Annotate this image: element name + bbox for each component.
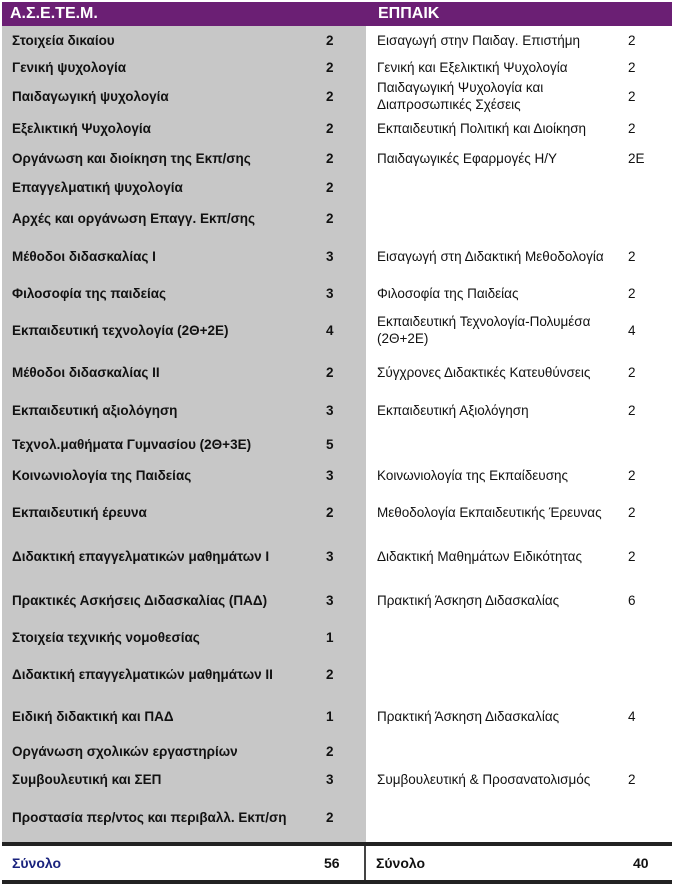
asetem-course-credits: 3 (326, 467, 334, 483)
eppaik-course-credits: 2 (628, 548, 636, 564)
asetem-course-name: Αρχές και οργάνωση Επαγγ. Εκπ/σης (12, 210, 256, 226)
table-row (2, 652, 672, 696)
asetem-course-name: Εξελικτική Ψυχολογία (12, 120, 151, 136)
asetem-course-name: Προστασία περ/ντος και περιβαλλ. Εκπ/ση (12, 809, 287, 825)
asetem-course-credits: 2 (326, 364, 334, 380)
eppaik-course-name: Φιλοσοφία της Παιδείας (377, 285, 519, 301)
asetem-course-name: Επαγγελματική ψυχολογία (12, 179, 183, 195)
eppaik-cell (366, 144, 672, 172)
asetem-cell (2, 26, 366, 54)
asetem-course-credits: 4 (326, 322, 334, 338)
asetem-course-credits: 2 (326, 150, 334, 166)
asetem-course-name: Στοιχεία τεχνικής νομοθεσίας (12, 629, 200, 645)
left-column-title: Α.Σ.Ε.ΤΕ.Μ. (10, 5, 98, 22)
asetem-course-credits: 3 (326, 548, 334, 564)
asetem-cell (2, 202, 366, 234)
eppaik-course-credits: 4 (628, 322, 636, 338)
eppaik-course-name: Πρακτική Άσκηση Διδασκαλίας (377, 592, 560, 608)
table-row (2, 578, 672, 622)
eppaik-course-credits: 4 (628, 708, 636, 724)
table-row (2, 534, 672, 578)
eppaik-cell (366, 736, 672, 766)
asetem-course-name: Διδακτική επαγγελματικών μαθημάτων Ι (12, 548, 270, 564)
asetem-course-name: Μέθοδοι διδασκαλίας ΙΙ (12, 364, 160, 380)
asetem-cell (2, 460, 366, 490)
eppaik-course-name: Εισαγωγή στην Παιδαγ. Επιστήμη (377, 32, 581, 48)
table-row (2, 26, 672, 54)
asetem-cell (2, 234, 366, 278)
asetem-course-name: Ειδική διδακτική και ΠΑΔ (12, 708, 174, 724)
table-header (2, 2, 672, 26)
asetem-course-name: Πρακτικές Ασκήσεις Διδασκαλίας (ΠΑΔ) (12, 592, 268, 608)
table-row (2, 278, 672, 308)
left-total-label: Σύνολο (12, 855, 62, 871)
right-total-cell (366, 846, 672, 880)
eppaik-cell (366, 80, 672, 112)
table-row (2, 352, 672, 392)
eppaik-cell (366, 578, 672, 622)
eppaik-cell (366, 26, 672, 54)
asetem-cell (2, 534, 366, 578)
eppaik-course-name: Παιδαγωγικές Εφαρμογές Η/Υ (377, 150, 557, 166)
asetem-course-credits: 3 (326, 592, 334, 608)
eppaik-cell (366, 460, 672, 490)
eppaik-cell (366, 392, 672, 428)
asetem-cell (2, 428, 366, 460)
asetem-cell (2, 652, 366, 696)
asetem-course-name: Εκπαιδευτική τεχνολογία (2Θ+2Ε) (12, 322, 229, 338)
eppaik-cell (366, 278, 672, 308)
eppaik-course-credits: 2 (628, 120, 636, 136)
eppaik-course-credits: 2 (628, 248, 636, 264)
eppaik-course-name: Εκπαιδευτική Αξιολόγηση (377, 402, 529, 418)
asetem-course-credits: 2 (326, 809, 334, 825)
eppaik-course-name: Συμβουλευτική & Προσανατολισμός (377, 771, 591, 787)
asetem-cell (2, 392, 366, 428)
eppaik-cell (366, 202, 672, 234)
eppaik-course-name: Μεθοδολογία Εκπαιδευτικής Έρευνας (377, 504, 602, 520)
asetem-cell (2, 792, 366, 842)
asetem-course-credits: 5 (326, 436, 334, 452)
eppaik-course-name: Εισαγωγή στη Διδακτική Μεθοδολογία (377, 248, 604, 264)
right-total-label: Σύνολο (376, 855, 426, 871)
asetem-course-credits: 3 (326, 248, 334, 264)
asetem-cell (2, 172, 366, 202)
asetem-course-credits: 3 (326, 285, 334, 301)
asetem-cell (2, 278, 366, 308)
eppaik-course-credits: 6 (628, 592, 636, 608)
asetem-course-credits: 2 (326, 59, 334, 75)
table-row (2, 622, 672, 652)
eppaik-course-credits: 2 (628, 88, 636, 104)
asetem-course-name: Οργάνωση σχολικών εργαστηρίων (12, 743, 238, 759)
asetem-course-name: Φιλοσοφία της παιδείας (12, 285, 167, 301)
asetem-course-name: Μέθοδοι διδασκαλίας Ι (12, 248, 156, 264)
asetem-course-name: Διδακτική επαγγελματικών μαθημάτων ΙΙ (12, 666, 273, 682)
asetem-course-credits: 1 (326, 629, 334, 645)
table-row (2, 392, 672, 428)
eppaik-course-name: Πρακτική Άσκηση Διδασκαλίας (377, 708, 560, 724)
eppaik-course-credits: 2 (628, 285, 636, 301)
table-row (2, 736, 672, 766)
table-row (2, 144, 672, 172)
asetem-course-credits: 3 (326, 771, 334, 787)
eppaik-cell (366, 652, 672, 696)
asetem-course-credits: 3 (326, 402, 334, 418)
eppaik-course-credits: 2 (628, 467, 636, 483)
eppaik-cell (366, 534, 672, 578)
eppaik-course-name: Εκπαιδευτική Τεχνολογία-Πολυμέσα (2Θ+2Ε) (377, 314, 591, 346)
table-footer (2, 842, 672, 884)
eppaik-course-credits: 2 (628, 32, 636, 48)
asetem-course-name: Συμβουλευτική και ΣΕΠ (12, 771, 162, 787)
asetem-course-credits: 1 (326, 708, 334, 724)
eppaik-cell (366, 308, 672, 352)
table-row (2, 428, 672, 460)
eppaik-cell (366, 352, 672, 392)
table-row (2, 696, 672, 736)
eppaik-course-name: Διδακτική Μαθημάτων Ειδικότητας (377, 548, 582, 564)
table-row (2, 172, 672, 202)
eppaik-course-credits: 2 (628, 402, 636, 418)
left-total-cell (2, 846, 366, 880)
eppaik-cell (366, 54, 672, 80)
eppaik-cell (366, 696, 672, 736)
asetem-course-credits: 2 (326, 666, 334, 682)
asetem-cell (2, 578, 366, 622)
eppaik-cell (366, 490, 672, 534)
right-column-title: ΕΠΠΑΙΚ (378, 5, 440, 22)
eppaik-course-credits: 2Ε (628, 150, 645, 166)
eppaik-cell (366, 792, 672, 842)
asetem-cell (2, 352, 366, 392)
table-row (2, 792, 672, 842)
table-row (2, 202, 672, 234)
eppaik-cell (366, 622, 672, 652)
asetem-cell (2, 766, 366, 792)
asetem-course-credits: 2 (326, 179, 334, 195)
eppaik-cell (366, 112, 672, 144)
table-row (2, 234, 672, 278)
asetem-cell (2, 622, 366, 652)
left-total-value: 56 (324, 855, 340, 871)
table-row (2, 54, 672, 80)
asetem-course-credits: 2 (326, 88, 334, 104)
eppaik-course-name: Σύγχρονες Διδακτικές Κατευθύνσεις (377, 364, 591, 380)
eppaik-course-credits: 2 (628, 504, 636, 520)
asetem-course-credits: 2 (326, 504, 334, 520)
eppaik-course-credits: 2 (628, 364, 636, 380)
table-row (2, 766, 672, 792)
table-row (2, 112, 672, 144)
asetem-cell (2, 736, 366, 766)
asetem-course-name: Τεχνολ.μαθήματα Γυμνασίου (2Θ+3Ε) (12, 436, 252, 452)
eppaik-cell (366, 234, 672, 278)
asetem-course-name: Κοινωνιολογία της Παιδείας (12, 467, 192, 483)
asetem-course-credits: 2 (326, 210, 334, 226)
asetem-course-name: Οργάνωση και διοίκηση της Εκπ/σης (12, 150, 251, 166)
right-total-value: 40 (633, 855, 649, 871)
table-row (2, 460, 672, 490)
eppaik-course-name: Εκπαιδευτική Πολιτική και Διοίκηση (377, 120, 587, 136)
eppaik-course-name: Γενική και Εξελικτική Ψυχολογία (377, 59, 568, 75)
eppaik-course-credits: 2 (628, 771, 636, 787)
asetem-course-name: Εκπαιδευτική αξιολόγηση (12, 402, 178, 418)
asetem-cell (2, 54, 366, 80)
asetem-course-name: Παιδαγωγική ψυχολογία (12, 88, 169, 104)
eppaik-cell (366, 428, 672, 460)
comparison-table (2, 2, 672, 884)
asetem-course-name: Στοιχεία δικαίου (12, 32, 115, 48)
table-row (2, 80, 672, 112)
asetem-course-credits: 2 (326, 32, 334, 48)
eppaik-cell (366, 172, 672, 202)
asetem-cell (2, 144, 366, 172)
asetem-course-credits: 2 (326, 743, 334, 759)
asetem-cell (2, 308, 366, 352)
asetem-cell (2, 490, 366, 534)
table-row (2, 308, 672, 352)
asetem-cell (2, 696, 366, 736)
asetem-course-name: Γενική ψυχολογία (12, 59, 127, 75)
asetem-cell (2, 112, 366, 144)
table-row (2, 490, 672, 534)
eppaik-course-name: Κοινωνιολογία της Εκπαίδευσης (377, 467, 569, 483)
table-body (2, 26, 672, 842)
asetem-course-credits: 2 (326, 120, 334, 136)
eppaik-course-name: Παιδαγωγική Ψυχολογία και Διαπροσωπικές Σχέσεις (377, 80, 544, 112)
eppaik-course-credits: 2 (628, 59, 636, 75)
asetem-cell (2, 80, 366, 112)
eppaik-cell (366, 766, 672, 792)
asetem-course-name: Εκπαιδευτική έρευνα (12, 504, 147, 520)
